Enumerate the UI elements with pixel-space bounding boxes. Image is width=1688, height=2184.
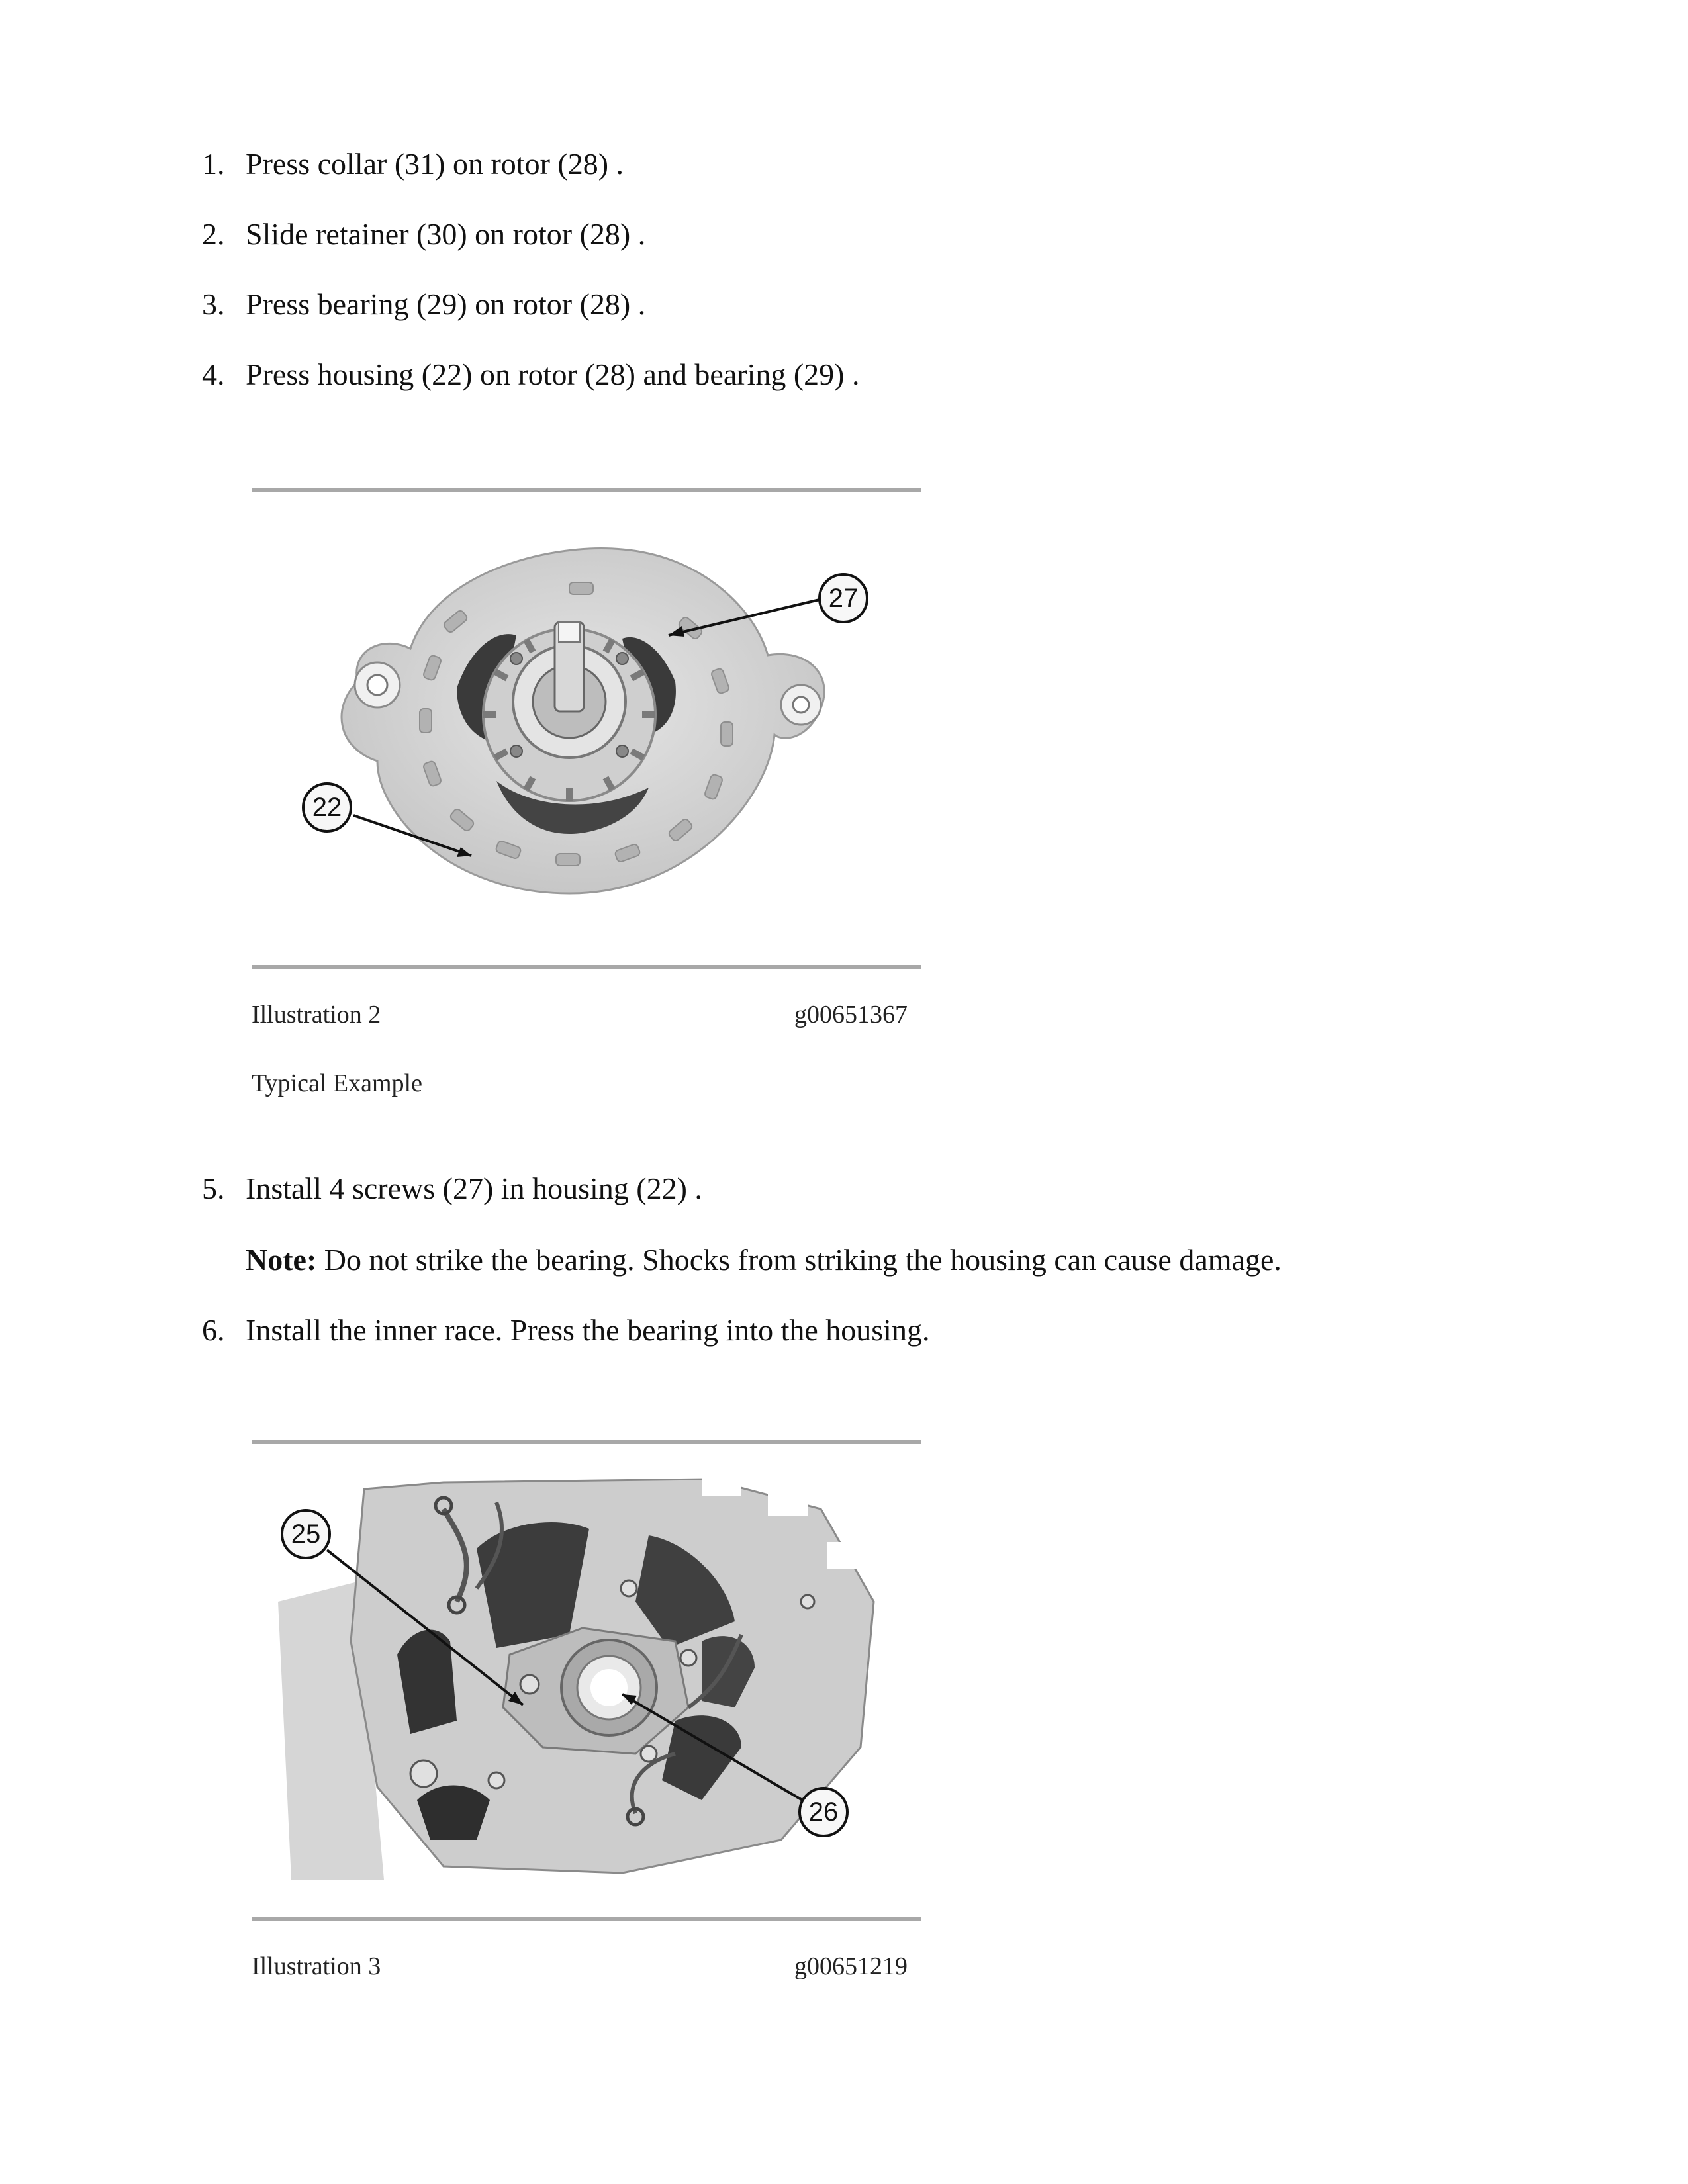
step-number: 6. xyxy=(202,1313,225,1347)
illustration-2-code: g00651367 xyxy=(794,1001,908,1028)
illustration-3-code: g00651219 xyxy=(794,1952,908,1980)
step-number: 2. xyxy=(202,217,225,251)
step-text: Install 4 screws (27) in housing (22) . xyxy=(246,1171,702,1205)
illustration-2-caption: Typical Example xyxy=(252,1069,422,1097)
step-number: 4. xyxy=(202,357,225,391)
callout-27: 27 xyxy=(818,573,868,623)
illustration-3-bottom-rule xyxy=(252,1917,921,1921)
note-label: Note: xyxy=(246,1243,317,1277)
step-text: Install the inner race. Press the bearing into the housing. xyxy=(246,1313,930,1347)
note-text: Do not strike the bearing. Shocks from striking the housing can cause damage. xyxy=(316,1243,1282,1277)
illustration-3-label: Illustration 3 xyxy=(252,1952,381,1980)
step-text: Press housing (22) on rotor (28) and bearing (29) . xyxy=(246,357,860,391)
callout-25: 25 xyxy=(281,1509,331,1559)
illustration-2-label: Illustration 2 xyxy=(252,1001,381,1028)
step-number: 3. xyxy=(202,287,225,321)
callout-22: 22 xyxy=(302,782,352,833)
step-text: Slide retainer (30) on rotor (28) . xyxy=(246,217,646,251)
step-number: 1. xyxy=(202,147,225,181)
step-text: Press bearing (29) on rotor (28) . xyxy=(246,287,646,321)
step-text: Press collar (31) on rotor (28) . xyxy=(246,147,624,181)
step-number: 5. xyxy=(202,1171,225,1205)
callout-26: 26 xyxy=(798,1787,849,1837)
